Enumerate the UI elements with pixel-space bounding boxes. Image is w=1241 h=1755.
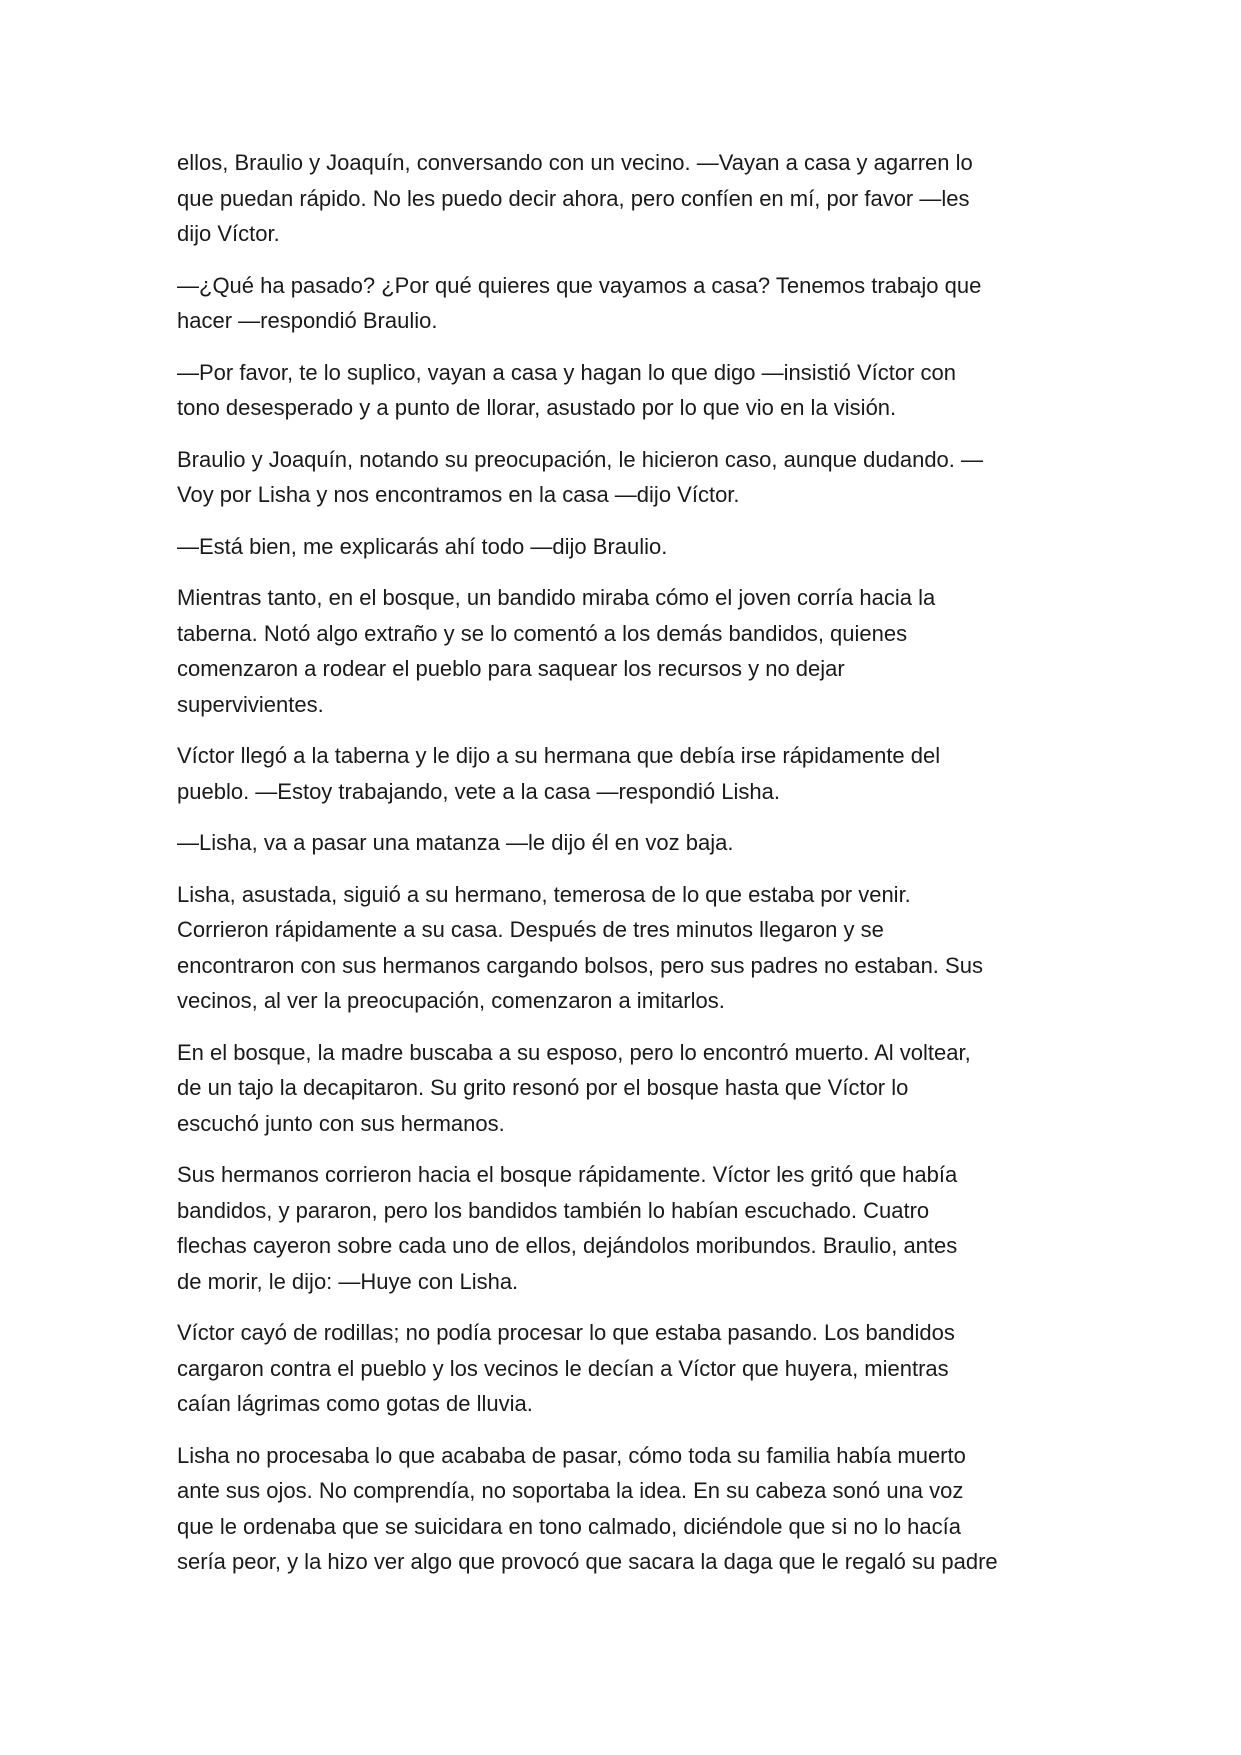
paragraph xyxy=(177,1438,1077,1580)
text-line: Corrieron rápidamente a su casa. Después de tres minutos llegaron y se xyxy=(177,917,884,942)
document-body xyxy=(177,145,1077,1596)
paragraph xyxy=(177,825,1077,861)
text-line: Lisha, asustada, siguió a su hermano, temerosa de lo que estaba por venir. xyxy=(177,881,911,907)
text-line: encontraron con sus hermanos cargando bolsos, pero sus padres no estaban. Sus xyxy=(177,952,983,978)
text-line: bandidos, y pararon, pero los bandidos también lo habían escuchado. Cuatro xyxy=(177,1197,930,1223)
paragraph xyxy=(177,877,1077,1019)
paragraph xyxy=(177,580,1077,722)
text-line: —¿Qué ha pasado? ¿Por qué quieres que vayamos a casa? Tenemos trabajo que xyxy=(177,272,982,298)
text-line: que puedan rápido. No les puedo decir ahora, pero confíen en mí, por favor —les xyxy=(177,185,970,211)
text-line: Víctor cayó de rodillas; no podía procesar lo que estaba pasando. Los bandidos xyxy=(177,1320,955,1345)
text-line: —Está bien, me explicarás ahí todo —dijo Braulio. xyxy=(177,533,668,559)
text-line: ante sus ojos. No comprendía, no soportaba la idea. En su cabeza sonó una voz xyxy=(177,1478,964,1503)
text-line: dijo Víctor. xyxy=(177,221,280,246)
text-line: —Por favor, te lo suplico, vayan a casa y hagan lo que digo —insistió Víctor con xyxy=(177,359,956,385)
paragraph xyxy=(177,529,1077,565)
text-line: cargaron contra el pueblo y los vecinos le decían a Víctor que huyera, mientras xyxy=(177,1355,949,1381)
paragraph xyxy=(177,1157,1077,1299)
text-line: Sus hermanos corrieron hacia el bosque rápidamente. Víctor les gritó que había xyxy=(177,1162,958,1187)
text-line: de un tajo la decapitaron. Su grito resonó por el bosque hasta que Víctor lo xyxy=(177,1075,909,1100)
text-line: sería peor, y la hizo ver algo que provocó que sacara la daga que le regaló su padre xyxy=(177,1549,998,1574)
text-line: comenzaron a rodear el pueblo para saquear los recursos y no dejar xyxy=(177,656,845,681)
text-line: vecinos, al ver la preocupación, comenzaron a imitarlos. xyxy=(177,988,725,1013)
paragraph xyxy=(177,1035,1077,1142)
paragraph xyxy=(177,268,1077,339)
text-line: tono desesperado y a punto de llorar, asustado por lo que vio en la visión. xyxy=(177,395,897,420)
text-line: En el bosque, la madre buscaba a su esposo, pero lo encontró muerto. Al voltear, xyxy=(177,1039,971,1065)
paragraph xyxy=(177,355,1077,426)
text-line: escuchó junto con sus hermanos. xyxy=(177,1110,505,1136)
paragraph xyxy=(177,738,1077,809)
paragraph xyxy=(177,1315,1077,1422)
text-line: Lisha no procesaba lo que acababa de pasar, cómo toda su familia había muerto xyxy=(177,1442,966,1468)
text-line: de morir, le dijo: —Huye con Lisha. xyxy=(177,1268,519,1294)
text-line: —Lisha, va a pasar una matanza —le dijo él en voz baja. xyxy=(177,830,734,855)
text-line: supervivientes. xyxy=(177,691,324,717)
text-line: que le ordenaba que se suicidara en tono calmado, diciéndole que si no lo hacía xyxy=(177,1513,961,1539)
text-line: Voy por Lisha y nos encontramos en la casa —dijo Víctor. xyxy=(177,482,740,507)
text-line: pueblo. —Estoy trabajando, vete a la casa —respondió Lisha. xyxy=(177,778,780,804)
text-line: ellos, Braulio y Joaquín, conversando con un vecino. —Vayan a casa y agarren lo xyxy=(177,150,973,175)
text-line: taberna. Notó algo extraño y se lo comentó a los demás bandidos, quienes xyxy=(177,620,908,646)
text-line: hacer —respondió Braulio. xyxy=(177,308,438,333)
text-line: Mientras tanto, en el bosque, un bandido miraba cómo el joven corría hacia la xyxy=(177,585,936,610)
paragraph xyxy=(177,145,1077,252)
text-line: Víctor llegó a la taberna y le dijo a su hermana que debía irse rápidamente del xyxy=(177,743,941,768)
paragraph xyxy=(177,442,1077,513)
text-line: caían lágrimas como gotas de lluvia. xyxy=(177,1391,533,1416)
text-line: flechas cayeron sobre cada uno de ellos, dejándolos moribundos. Braulio, antes xyxy=(177,1233,958,1258)
text-line: Braulio y Joaquín, notando su preocupación, le hicieron caso, aunque dudando. — xyxy=(177,446,984,472)
